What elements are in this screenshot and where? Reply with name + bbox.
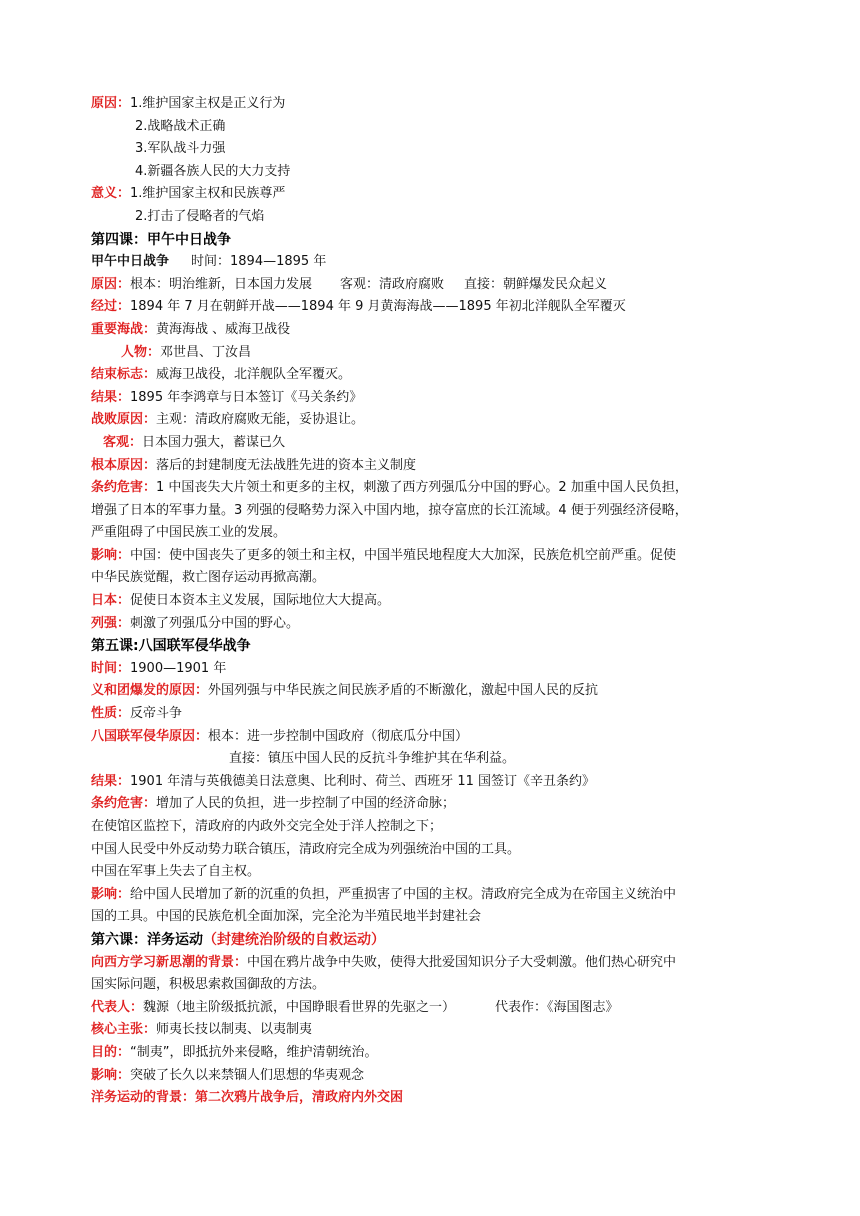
heading-note: （封建统治阶级的自救运动） (203, 931, 385, 948)
line: 2.战略战术正确 (135, 118, 226, 134)
label-treaty-harm: 条约危害： (91, 796, 157, 812)
label-end-sign: 结束标志： (91, 367, 157, 383)
line: 2.打击了侵略者的气焰 (135, 208, 265, 224)
line-nature (91, 703, 781, 726)
line: 4.新疆各族人民的大力支持 (135, 163, 291, 179)
label-figures: 人物： (121, 344, 161, 360)
label-defeat-causes: 战败原因： (91, 412, 157, 428)
text: 给中国人民增加了新的沉重的负担，严重损害了中国的主权。清政府完全成为在帝国主义统治中 (130, 886, 677, 902)
heading-text: 第六课：洋务运动 (91, 931, 203, 948)
line-end-sign (91, 364, 781, 387)
label-naval-battles: 重要海战： (91, 321, 157, 337)
line-significance (91, 183, 781, 206)
label-objective: 客观： (103, 434, 143, 450)
label-result: 结果： (91, 389, 131, 405)
line-alliance-causes (91, 726, 781, 749)
label-war: 甲午中日战争 (91, 254, 170, 270)
text: 时间：1894—1895 年 (191, 254, 327, 270)
line-time (91, 658, 781, 681)
text: 客观：清政府腐败 (340, 276, 445, 292)
line-westernization-bg (91, 1087, 781, 1110)
label-westernization-bg: 洋务运动的背景： (91, 1090, 196, 1106)
label-nature: 性质： (91, 706, 131, 722)
line: 在使馆区监控下，清政府的内政外交完全处于洋人控制之下； (91, 819, 443, 834)
line-core-idea (91, 1019, 781, 1042)
line-impact-2 (91, 884, 781, 907)
line: 中国在军事上失去了自主权。 (91, 864, 261, 880)
text: 1894 年 7 月在朝鲜开战——1894 年 9 月黄海海战——1895 年初北洋舰队全军覆灭 (130, 299, 626, 315)
line-powers (91, 613, 781, 636)
text: “制夷”，即抵抗外来侵略，维护清朝统治。 (130, 1044, 378, 1060)
text: 日本国力强大，蓄谋已久 (142, 434, 286, 450)
line: 直接：镇压中国人民的反抗斗争维护其在华利益。 (229, 751, 516, 767)
document-page (91, 93, 781, 1110)
text: 反帝斗争 (130, 706, 183, 722)
label-purpose: 目的： (91, 1044, 131, 1060)
label-significance: 意义： (91, 186, 131, 202)
line-naval-battles (91, 319, 781, 342)
line-new-thought-bg (91, 952, 781, 975)
heading-lesson-4: 第四课：甲午中日战争 (91, 231, 231, 248)
line-figures (91, 342, 781, 365)
line-objective (91, 432, 781, 455)
line-war-time (91, 251, 781, 274)
westernization-bg-text: 第二次鸦片战争后，清政府内外交困 (195, 1090, 404, 1106)
text: 1895 年李鸿章与日本签订《马关条约》 (130, 389, 363, 405)
text: 刺激了列强瓜分中国的野心。 (130, 615, 300, 631)
text: 落后的封建制度无法战胜先进的资本主义制度 (156, 457, 417, 473)
text: 威海卫战役，北洋舰队全军覆灭。 (156, 367, 352, 383)
line-reason (91, 93, 781, 116)
line-result-1901 (91, 771, 781, 794)
text: 外国列强与中华民族之间民族矛盾的不断激化，激起中国人民的反抗 (208, 683, 599, 699)
label-time: 时间： (91, 660, 131, 676)
heading-lesson-5: 第五课:八国联军侵华战争 (91, 638, 251, 655)
line-purpose (91, 1042, 781, 1065)
text: 邓世昌、丁汝昌 (160, 344, 252, 360)
line-result (91, 387, 781, 410)
line-representative (91, 997, 781, 1020)
label-root-cause: 根本原因： (91, 457, 157, 473)
text: 魏源（地主阶级抵抗派，中国睁眼看世界的先驱之一） (143, 999, 456, 1015)
line-boxer-causes (91, 680, 781, 703)
text: 1.维护国家主权是正义行为 (130, 96, 286, 111)
label-representative: 代表人： (91, 999, 144, 1015)
line-impact-3 (91, 1065, 781, 1088)
text: 1 中国丧失大片领土和更多的主权，刺激了西方列强瓜分中国的野心。2 加重中国人民负担， (156, 480, 688, 496)
line-japan (91, 590, 781, 613)
line: 增强了日本的军事力量。3 列强的侵略势力深入中国内地，掠夺富庶的长江流域。4 便于列强经济侵略， (91, 502, 688, 518)
text: 1901 年清与英俄德美日法意奥、比利时、荷兰、西班牙 11 国签订《辛丑条约》 (130, 773, 596, 789)
text: 增加了人民的负担，进一步控制了中国的经济命脉； (156, 796, 456, 812)
heading-lesson-6 (91, 929, 781, 952)
line: 国实际问题，积极思索救国御敌的方法。 (91, 977, 326, 993)
label-alliance-causes: 八国联军侵华原因： (91, 728, 209, 744)
line-treaty-harm (91, 477, 781, 500)
text: 根本：明治维新，日本国力发展 (130, 276, 313, 292)
label-impact: 影响： (91, 547, 131, 563)
text: 黄海海战 、威海卫战役 (156, 321, 291, 337)
label-treaty-harm: 条约危害： (91, 480, 157, 496)
line: 严重阻碍了中国民族工业的发展。 (91, 525, 287, 541)
text: 主观：清政府腐败无能，妥协退让。 (156, 412, 365, 428)
line-root-cause (91, 455, 781, 478)
label-japan: 日本： (91, 593, 131, 609)
label-process: 经过： (91, 299, 131, 315)
text: 中国：使中国丧失了更多的领土和主权，中国半殖民地程度大大加深，民族危机空前严重。促使 (130, 547, 677, 563)
line: 国的工具。中国的民族危机全面加深，完全沦为半殖民地半封建社会 (91, 909, 482, 925)
label-powers: 列强： (91, 615, 131, 631)
text: 师夷长技以制夷、以夷制夷 (156, 1022, 313, 1038)
label-impact: 影响： (91, 1067, 131, 1083)
line-defeat-causes (91, 409, 781, 432)
text: 直接：朝鲜爆发民众起义 (464, 276, 608, 292)
label-causes: 原因： (91, 276, 131, 292)
text: 根本：进一步控制中国政府（彻底瓜分中国） (208, 728, 469, 744)
text: 1900—1901 年 (130, 660, 227, 676)
line: 3.军队战斗力强 (135, 141, 226, 157)
text: 中国在鸦片战争中失败，使得大批爱国知识分子大受刺激。他们热心研究中 (247, 954, 677, 970)
text: 1.维护国家主权和民族尊严 (130, 186, 286, 202)
line: 中华民族觉醒，救亡图存运动再掀高潮。 (91, 570, 326, 586)
label-new-thought-bg: 向西方学习新思潮的背景： (91, 954, 248, 970)
label-impact: 影响： (91, 886, 131, 902)
line-impact (91, 545, 781, 568)
label-reason: 原因： (91, 96, 131, 111)
label-result: 结果： (91, 773, 131, 789)
line: 中国人民受中外反动势力联合镇压，清政府完全成为列强统治中国的工具。 (91, 841, 521, 857)
text: 促使日本资本主义发展，国际地位大大提高。 (130, 593, 391, 609)
text: 突破了长久以来禁锢人们思想的华夷观念 (130, 1067, 365, 1083)
line-process (91, 296, 781, 319)
text: 代表作：《海国图志》 (495, 999, 619, 1015)
label-core-idea: 核心主张： (91, 1022, 157, 1038)
line-causes (91, 274, 781, 297)
line-treaty-harm-2 (91, 793, 781, 816)
label-boxer-causes: 义和团爆发的原因： (91, 683, 209, 699)
